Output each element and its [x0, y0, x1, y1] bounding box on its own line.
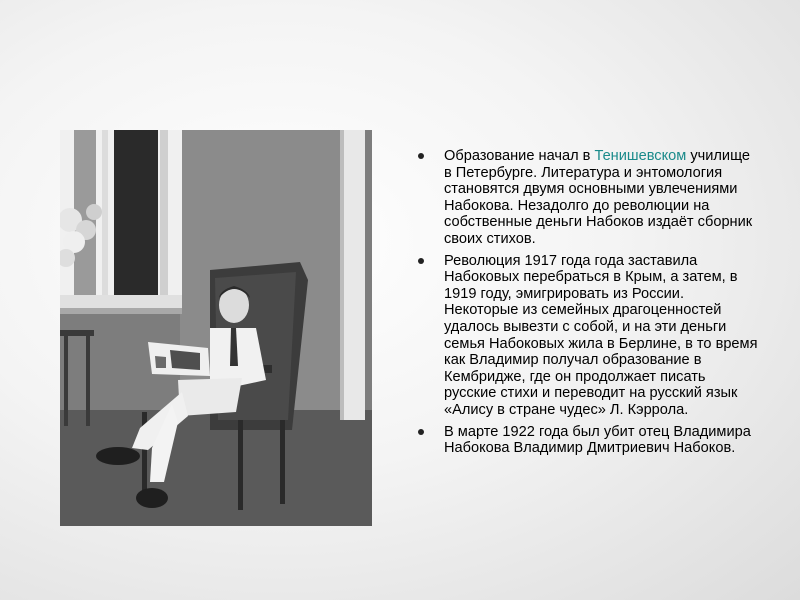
bullet-item-father: [418, 424, 758, 457]
bullet-item-education: [418, 148, 758, 248]
bullet-icon: [418, 429, 424, 435]
bullet-text-suffix: училище в Петербурге. Литература и энтомология становятся двумя основными увлечениями Набокова. Незадолго до революции на собственные деньги Набоков издаёт сборник своих стихов.: [444, 148, 753, 247]
bullet-text: В марте 1922 года был убит отец Владимира Набокова Владимир Дмитриевич Набоков.: [444, 423, 751, 457]
bullet-text-prefix: Образование начал в: [444, 148, 595, 164]
bullet-item-revolution: [418, 253, 758, 419]
bullet-text: Революция 1917 года года заставила Набоковых перебраться в Крым, а затем, в 1919 году, эмигрировать из России. Некоторые из семейных драгоценностей удалось вывезти с собой, и на эти деньги семья Набоковых жила в Берлине, в то время как Владимир получал образование в Кембридже, где он продолжает писать русские стихи и переводит на русский язык «Алису в стране чудес» Л. Кэррола.: [444, 252, 758, 418]
tenishev-school-link[interactable]: Тенишевском: [594, 148, 687, 164]
nabokov-childhood-photo: [60, 130, 372, 526]
bullet-icon: [418, 258, 424, 264]
slide-text-block: [418, 148, 758, 462]
bullet-icon: [418, 153, 424, 159]
bullet-list: [418, 148, 758, 457]
